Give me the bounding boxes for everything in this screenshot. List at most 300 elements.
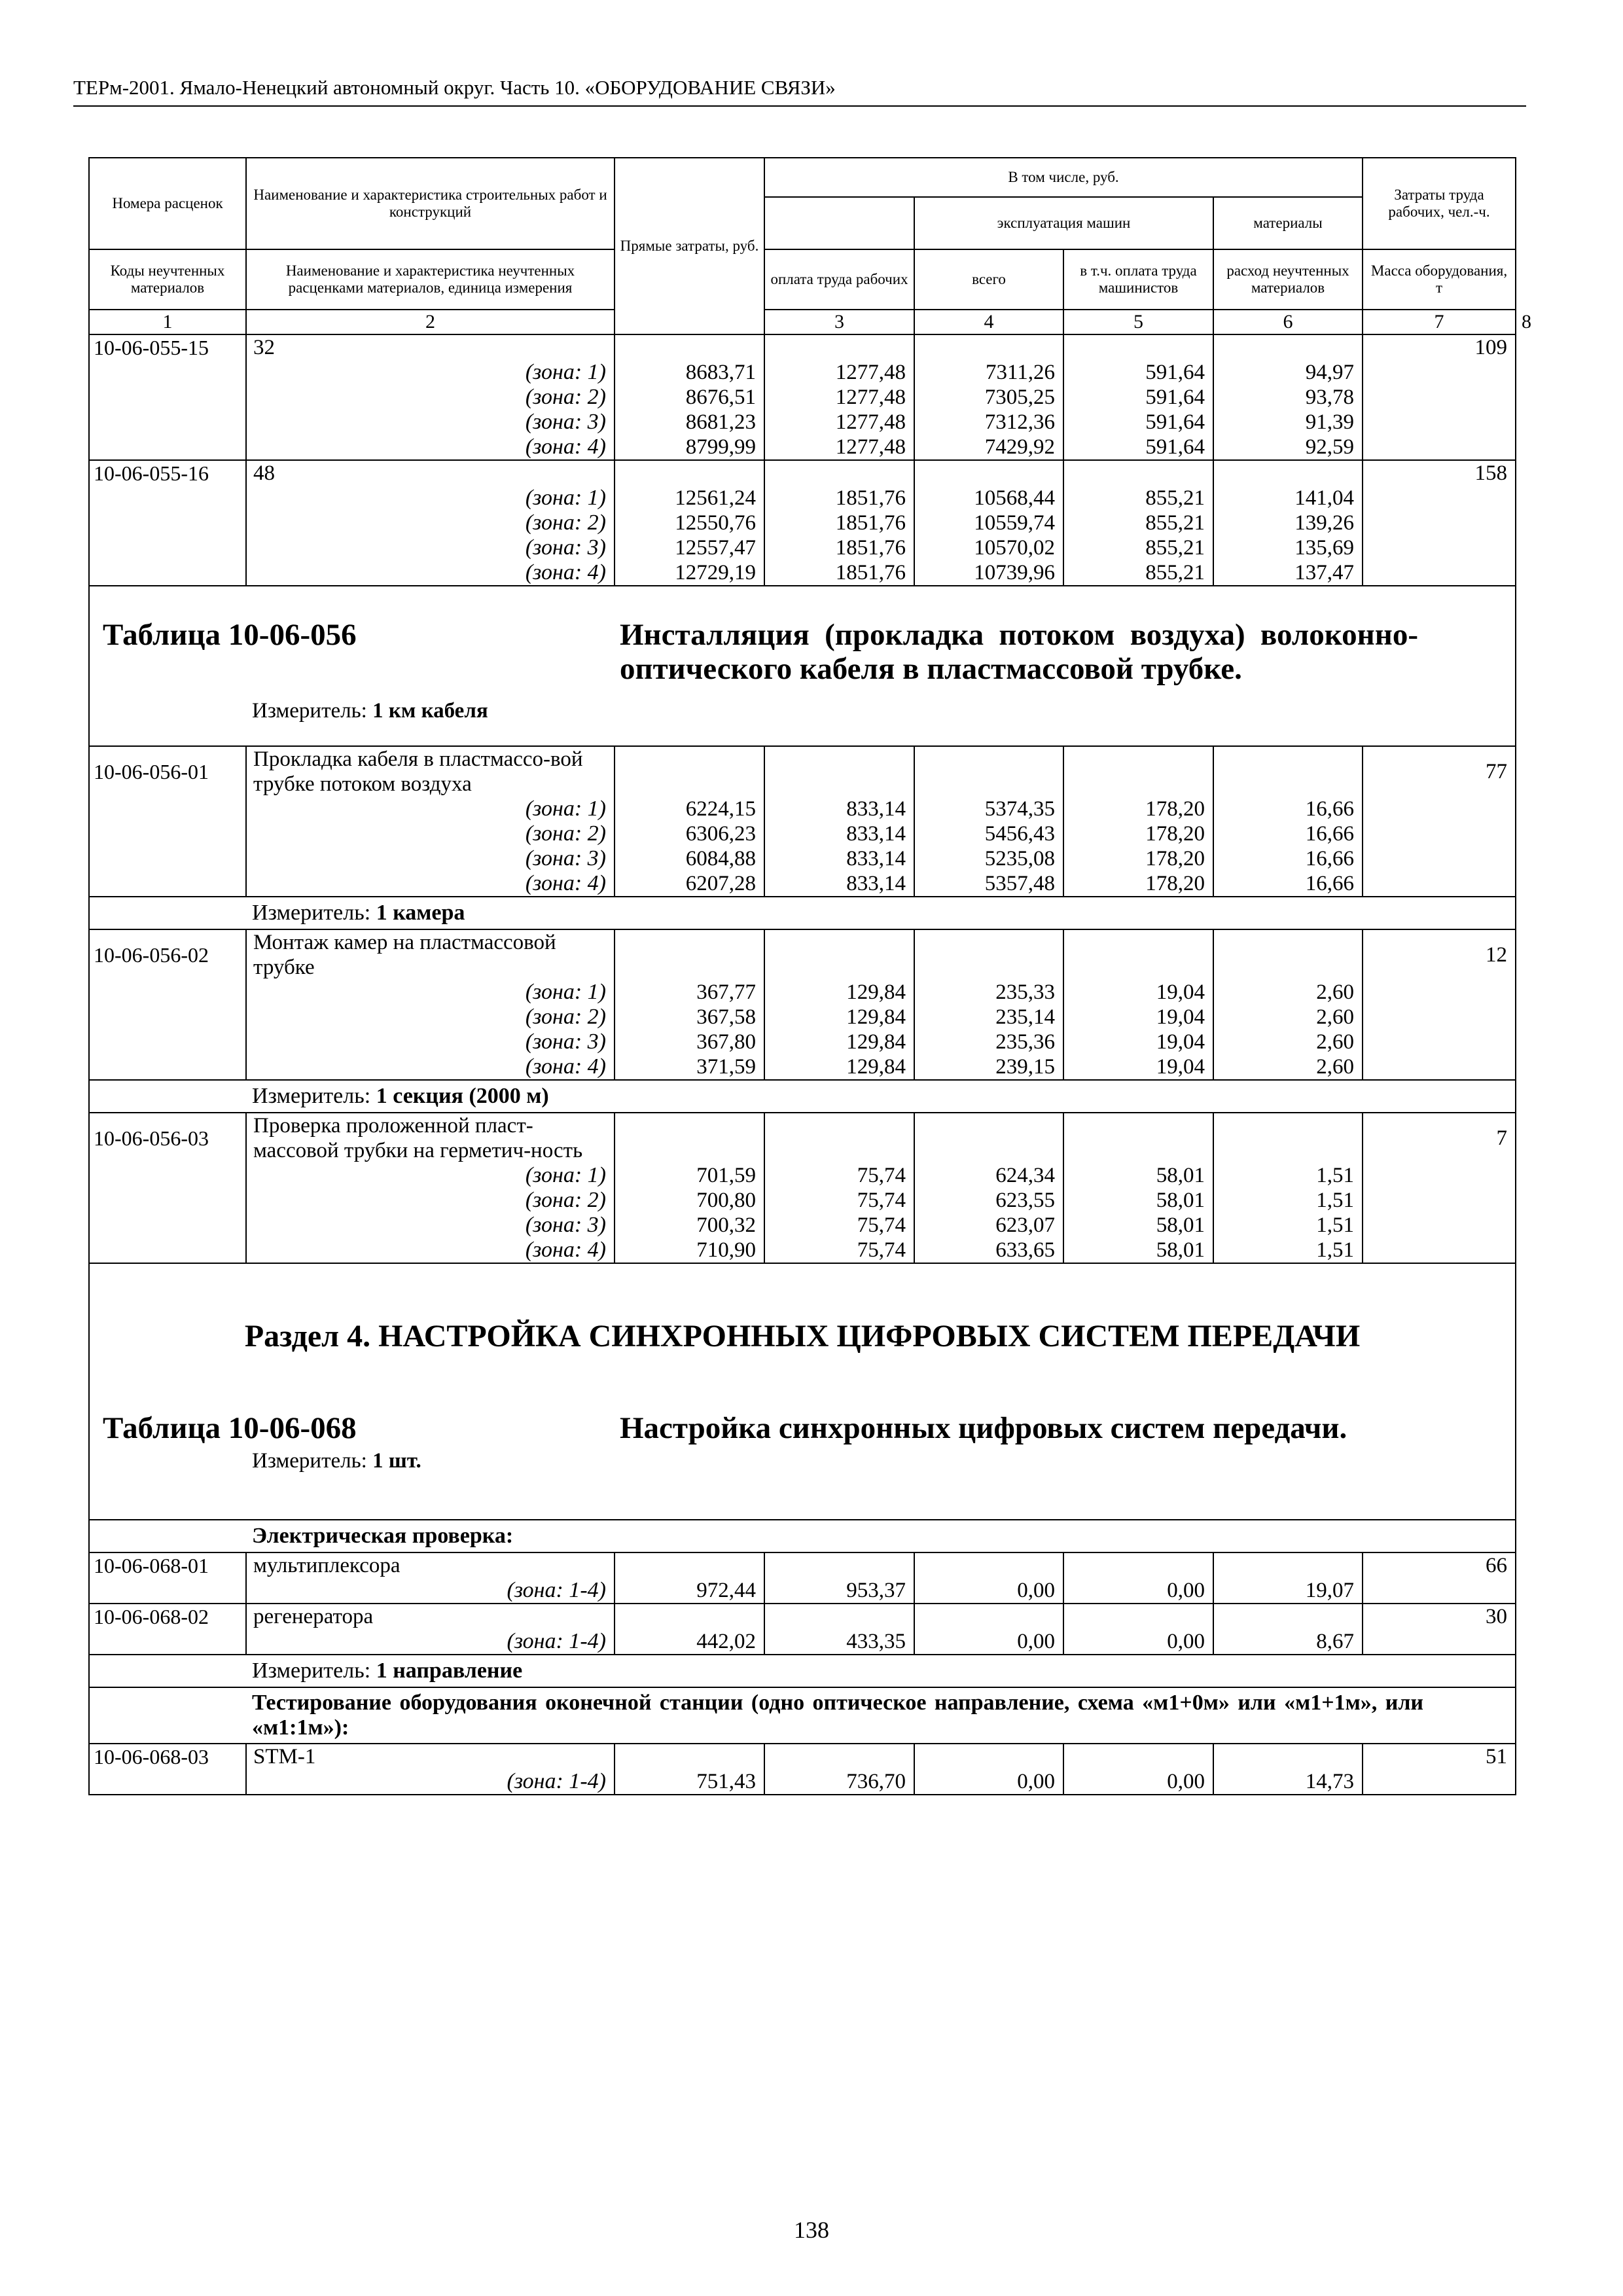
empty-cell — [615, 1744, 764, 1769]
materials: 2,60 — [1213, 1030, 1363, 1054]
machinist-pay: 591,64 — [1063, 385, 1213, 410]
zone-row — [89, 1238, 1516, 1263]
direct-costs: 751,43 — [615, 1769, 764, 1795]
materials: 1,51 — [1213, 1238, 1363, 1263]
rate-name: регенератора — [246, 1604, 615, 1629]
empty-cell — [89, 535, 246, 560]
machinist-pay: 19,04 — [1063, 1005, 1213, 1030]
col-header-materials: материалы — [1213, 197, 1363, 249]
zone-label: (зона: 2) — [246, 385, 615, 410]
direct-costs: 12550,76 — [615, 511, 764, 535]
worker-pay: 129,84 — [764, 1005, 914, 1030]
direct-costs: 972,44 — [615, 1578, 764, 1604]
direct-costs: 442,02 — [615, 1629, 764, 1655]
machinist-pay: 19,04 — [1063, 1054, 1213, 1080]
zone-row — [89, 1163, 1516, 1188]
col-header-machines-total: всего — [914, 249, 1063, 310]
rate-item-header — [89, 460, 1516, 486]
empty-cell — [764, 1744, 914, 1769]
machines-total: 5374,35 — [914, 797, 1063, 821]
empty-cell — [1363, 1578, 1516, 1604]
empty-cell — [1363, 821, 1516, 846]
materials: 16,66 — [1213, 871, 1363, 897]
materials: 2,60 — [1213, 1005, 1363, 1030]
worker-pay: 833,14 — [764, 871, 914, 897]
worker-pay: 1851,76 — [764, 560, 914, 586]
empty-cell — [914, 1552, 1063, 1578]
worker-pay: 75,74 — [764, 1238, 914, 1263]
empty-cell — [1363, 560, 1516, 586]
subheading: Электрическая проверка: — [89, 1520, 1516, 1552]
col-number: 3 — [764, 310, 914, 334]
zone-row — [89, 980, 1516, 1005]
machines-total: 633,65 — [914, 1238, 1063, 1263]
empty-cell — [1363, 486, 1516, 511]
empty-cell — [615, 1604, 764, 1629]
empty-cell — [1213, 929, 1363, 980]
zone-label: (зона: 3) — [246, 846, 615, 871]
header-rule — [73, 105, 1526, 107]
table-number: Таблица 10-06-056 — [103, 618, 357, 652]
materials: 137,47 — [1213, 560, 1363, 586]
empty-cell — [615, 746, 764, 797]
measure-line: Измеритель: 1 секция (2000 м) — [89, 1080, 1516, 1113]
zone-label: (зона: 3) — [246, 1213, 615, 1238]
materials: 19,07 — [1213, 1578, 1363, 1604]
materials: 141,04 — [1213, 486, 1363, 511]
machines-total: 7429,92 — [914, 435, 1063, 460]
worker-pay: 833,14 — [764, 821, 914, 846]
measure-line: Измеритель: 1 камера — [89, 897, 1516, 929]
machinist-pay: 58,01 — [1063, 1163, 1213, 1188]
zone-row — [89, 511, 1516, 535]
machines-total: 623,55 — [914, 1188, 1063, 1213]
zone-row — [89, 821, 1516, 846]
page-number: 138 — [794, 2217, 829, 2243]
machinist-pay: 178,20 — [1063, 846, 1213, 871]
section-4-block — [89, 1263, 1516, 1520]
direct-costs: 367,58 — [615, 1005, 764, 1030]
worker-pay: 1851,76 — [764, 535, 914, 560]
labor-cost: 7 — [1363, 1113, 1516, 1163]
col-number: 7 — [1363, 310, 1516, 334]
table-title: Инсталляция (прокладка потоком воздуха) волоконно-оптического кабеля в пластмассовой трубке. — [620, 618, 1418, 686]
col-header-material-names: Наименование и характеристика неучтенных расценками материалов, единица измерения — [246, 249, 615, 310]
zone-label: (зона: 4) — [246, 871, 615, 897]
col-header-blank — [764, 197, 914, 249]
zone-row — [89, 1769, 1516, 1795]
zone-label: (зона: 4) — [246, 435, 615, 460]
empty-cell — [89, 1629, 246, 1655]
zone-label: (зона: 3) — [246, 1030, 615, 1054]
materials: 92,59 — [1213, 435, 1363, 460]
empty-cell — [615, 1552, 764, 1578]
rate-code: 10-06-056-02 — [89, 929, 246, 980]
worker-pay: 953,37 — [764, 1578, 914, 1604]
rate-name: Прокладка кабеля в пластмассо-вой трубке потоком воздуха — [246, 746, 615, 797]
empty-cell — [764, 929, 914, 980]
materials: 2,60 — [1213, 980, 1363, 1005]
empty-cell — [89, 797, 246, 821]
machinist-pay: 178,20 — [1063, 797, 1213, 821]
machinist-pay: 178,20 — [1063, 871, 1213, 897]
col-header-worker-pay: оплата труда рабочих — [764, 249, 914, 310]
empty-cell — [1363, 385, 1516, 410]
measure-value: 1 км кабеля — [372, 699, 488, 723]
machinist-pay: 855,21 — [1063, 560, 1213, 586]
measure-value: 1 камера — [376, 901, 465, 925]
measure-line: Измеритель: 1 км кабеля — [252, 699, 488, 723]
empty-cell — [1363, 1629, 1516, 1655]
empty-cell — [1363, 1769, 1516, 1795]
zone-label: (зона: 4) — [246, 1238, 615, 1263]
machinist-pay: 0,00 — [1063, 1578, 1213, 1604]
zone-row — [89, 1054, 1516, 1080]
measure-value: 1 секция (2000 м) — [376, 1084, 549, 1108]
col-header-including: В том числе, руб. — [764, 158, 1363, 197]
zone-label: (зона: 3) — [246, 410, 615, 435]
worker-pay: 1277,48 — [764, 410, 914, 435]
empty-cell — [1063, 460, 1213, 486]
zone-label: (зона: 3) — [246, 535, 615, 560]
zone-row — [89, 1578, 1516, 1604]
materials: 16,66 — [1213, 797, 1363, 821]
materials: 135,69 — [1213, 535, 1363, 560]
col-number: 4 — [914, 310, 1063, 334]
empty-cell — [89, 435, 246, 460]
worker-pay: 1277,48 — [764, 360, 914, 385]
section-title: Раздел 4. НАСТРОЙКА СИНХРОННЫХ ЦИФРОВЫХ СИСТЕМ ПЕРЕДАЧИ — [244, 1319, 1361, 1354]
empty-cell — [615, 929, 764, 980]
empty-cell — [914, 1604, 1063, 1629]
col-header-equipment-mass: Масса оборудования, т — [1363, 249, 1516, 310]
empty-cell — [89, 871, 246, 897]
empty-cell — [89, 1188, 246, 1213]
zone-row — [89, 486, 1516, 511]
empty-cell — [615, 1113, 764, 1163]
empty-cell — [89, 511, 246, 535]
machines-total: 235,36 — [914, 1030, 1063, 1054]
zone-label: (зона: 1-4) — [246, 1629, 615, 1655]
col-number: 2 — [246, 310, 615, 334]
worker-pay: 75,74 — [764, 1163, 914, 1188]
empty-cell — [89, 1578, 246, 1604]
worker-pay: 75,74 — [764, 1213, 914, 1238]
empty-cell — [764, 1552, 914, 1578]
empty-cell — [89, 821, 246, 846]
materials: 1,51 — [1213, 1188, 1363, 1213]
col-header-direct-costs: Прямые затраты, руб. — [615, 158, 764, 334]
direct-costs: 6084,88 — [615, 846, 764, 871]
machinist-pay: 0,00 — [1063, 1629, 1213, 1655]
rate-code: 10-06-068-01 — [89, 1552, 246, 1578]
zone-row — [89, 797, 1516, 821]
direct-costs: 8676,51 — [615, 385, 764, 410]
zone-label: (зона: 1) — [246, 797, 615, 821]
rate-name: мультиплексора — [246, 1552, 615, 1578]
machinist-pay: 58,01 — [1063, 1238, 1213, 1263]
worker-pay: 1277,48 — [764, 435, 914, 460]
rate-item-header — [89, 929, 1516, 980]
zone-row — [89, 1188, 1516, 1213]
worker-pay: 129,84 — [764, 1054, 914, 1080]
empty-cell — [89, 1005, 246, 1030]
materials: 1,51 — [1213, 1163, 1363, 1188]
col-number: 1 — [89, 310, 246, 334]
empty-cell — [914, 929, 1063, 980]
empty-cell — [89, 410, 246, 435]
col-header-rate-number: Номера расценок — [89, 158, 246, 249]
rate-item-header — [89, 334, 1516, 360]
rate-code: 10-06-056-01 — [89, 746, 246, 797]
machinist-pay: 19,04 — [1063, 1030, 1213, 1054]
col-header-labor-costs: Затраты труда рабочих, чел.-ч. — [1363, 158, 1516, 249]
empty-cell — [764, 746, 914, 797]
empty-cell — [1363, 435, 1516, 460]
empty-cell — [764, 460, 914, 486]
measure-line: Измеритель: 1 направление — [89, 1655, 1516, 1687]
machinist-pay: 855,21 — [1063, 535, 1213, 560]
col-number: 6 — [1213, 310, 1363, 334]
rate-code: 10-06-068-02 — [89, 1604, 246, 1629]
empty-cell — [89, 1030, 246, 1054]
col-header-material-codes: Коды неучтенных материалов — [89, 249, 246, 310]
zone-row — [89, 1030, 1516, 1054]
machines-total: 7311,26 — [914, 360, 1063, 385]
worker-pay: 1851,76 — [764, 486, 914, 511]
machines-total: 7305,25 — [914, 385, 1063, 410]
rate-code: 10-06-055-15 — [89, 334, 246, 360]
empty-cell — [615, 460, 764, 486]
rate-item-header — [89, 1113, 1516, 1163]
empty-cell — [1063, 1113, 1213, 1163]
measure-line: Измеритель: 1 шт. — [252, 1449, 421, 1473]
machines-total: 624,34 — [914, 1163, 1063, 1188]
direct-costs: 710,90 — [615, 1238, 764, 1263]
zone-label: (зона: 1-4) — [246, 1578, 615, 1604]
empty-cell — [89, 846, 246, 871]
empty-cell — [1213, 1113, 1363, 1163]
zone-label: (зона: 2) — [246, 511, 615, 535]
rate-item-header — [89, 1552, 1516, 1578]
empty-cell — [914, 460, 1063, 486]
zone-row — [89, 410, 1516, 435]
rate-name: 32 — [246, 334, 615, 360]
machinist-pay: 591,64 — [1063, 410, 1213, 435]
empty-cell — [1363, 1005, 1516, 1030]
labor-cost: 158 — [1363, 460, 1516, 486]
empty-cell — [1363, 535, 1516, 560]
empty-cell — [1213, 1744, 1363, 1769]
labor-cost: 77 — [1363, 746, 1516, 797]
empty-cell — [1213, 334, 1363, 360]
worker-pay: 433,35 — [764, 1629, 914, 1655]
machines-total: 0,00 — [914, 1769, 1063, 1795]
rate-name: Монтаж камер на пластмассовой трубке — [246, 929, 615, 980]
direct-costs: 6306,23 — [615, 821, 764, 846]
zone-row — [89, 560, 1516, 586]
direct-costs: 8683,71 — [615, 360, 764, 385]
empty-cell — [615, 334, 764, 360]
materials: 93,78 — [1213, 385, 1363, 410]
empty-cell — [89, 1213, 246, 1238]
labor-cost: 66 — [1363, 1552, 1516, 1578]
empty-cell — [914, 1113, 1063, 1163]
worker-pay: 833,14 — [764, 797, 914, 821]
machines-total: 5456,43 — [914, 821, 1063, 846]
machines-total: 0,00 — [914, 1578, 1063, 1604]
empty-cell — [1063, 334, 1213, 360]
machines-total: 5235,08 — [914, 846, 1063, 871]
materials: 14,73 — [1213, 1769, 1363, 1795]
zone-label: (зона: 2) — [246, 821, 615, 846]
materials: 139,26 — [1213, 511, 1363, 535]
col-header-machinist-pay: в т.ч. оплата труда машинистов — [1063, 249, 1213, 310]
empty-cell — [1063, 746, 1213, 797]
measure-value: 1 направление — [376, 1659, 523, 1683]
empty-cell — [1363, 1163, 1516, 1188]
zone-row — [89, 846, 1516, 871]
empty-cell — [1363, 980, 1516, 1005]
empty-cell — [1213, 460, 1363, 486]
empty-cell — [1363, 1054, 1516, 1080]
materials: 16,66 — [1213, 846, 1363, 871]
machines-total: 235,33 — [914, 980, 1063, 1005]
zone-row — [89, 535, 1516, 560]
machinist-pay: 855,21 — [1063, 511, 1213, 535]
machinist-pay: 19,04 — [1063, 980, 1213, 1005]
rate-item-header — [89, 746, 1516, 797]
empty-cell — [1213, 746, 1363, 797]
rate-item-header — [89, 1744, 1516, 1769]
machines-total: 7312,36 — [914, 410, 1063, 435]
zone-row — [89, 435, 1516, 460]
zone-row — [89, 1213, 1516, 1238]
direct-costs: 6207,28 — [615, 871, 764, 897]
subheading: Тестирование оборудования оконечной станции (одно оптическое направление, схема «м1+0м» или «м1+1м», или «м1:1м»): — [89, 1687, 1516, 1744]
zone-label: (зона: 1) — [246, 486, 615, 511]
empty-cell — [89, 385, 246, 410]
empty-cell — [764, 334, 914, 360]
zone-label: (зона: 1) — [246, 1163, 615, 1188]
empty-cell — [914, 334, 1063, 360]
empty-cell — [764, 1604, 914, 1629]
empty-cell — [1363, 1030, 1516, 1054]
rates-table: Номера расценок Наименование и характеристика строительных работ и конструкций Прямые затраты, руб. В том числе, руб. Затраты труда рабочих, чел.-ч. эксплуатация машин материалы Коды неучтенных материалов Наименование и характеристика неучтенных расценками материалов, единица измерения оплата труда рабочих всего в т.ч. оплата труда машинистов расход неучтенных материалов Масса оборудования, т 1 2 3 4 5 6 7 8 10-06-055-15 32 109 (зона: 1) 8683,71 1277,48 7311,26 591,64 94,97 (зона: 2) 8676,51 1277,48 7305,25 591,64 93,78 (зона: 3) 8681,23 1277,48 7312,36 591,64 91,39 (зона: 4) 8799,99 1277,48 7429,92 591,64 92,59 10-06-055-16 48 158 (зона: 1) 12561,24 1851,76 10568,44 855,21 141,04 (зона: 2) 12550,76 1851,76 10559,74 855,21 139,26 (зона: 3) 12557,47 1851,76 10570,02 855,21 135,69 (зона: 4) 12729,19 1851,76 10739,96 855,21 137,47 Таблица 10-06-056 Инсталляция (прокладка потоком воздуха) волоконно-оптического кабеля в пластмассовой трубке. Измеритель: 1 км кабеля 10-06-056-01 Прокладка кабеля в пластмассо-вой трубке потоком воздуха 77 (зона: 1) 6224,15 833,14 5374,35 178,20 16,66 (зона: 2) 6306,23 833,14 5456,43 178,20 16,66 (зона: 3) 6084,88 833,14 5235,08 178,20 16,66 (зона: 4) 6207,28 833,14 5357,48 178,20 16,66 Измеритель: 1 камера 10-06-056-02 Монтаж камер на пластмассовой трубке 12 (зона: 1) 367,77 129,84 235,33 19,04 2,60 (зона: 2) 367,58 129,84 235,14 19,04 2,60 (зона: 3) 367,80 129,84 235,36 19,04 2,60 (зона: 4) 371,59 129,84 239,15 19,04 2,60 Измеритель: 1 секция (2000 м) 10-06-056-03 Проверка проложенной пласт-массовой трубки на герметич-ность 7 (зона: 1) 701,59 75,74 624,34 58,01 1,51 (зона: 2) 700,80 75,74 623,55 58,01 1,51 (зона: 3) 700,32 75,74 623,07 58,01 1,51 (зона: 4) 710,90 75,74 633,65 58,01 1,51 Раздел 4. НАСТРОЙКА СИНХРОННЫХ ЦИФРОВЫХ СИСТЕМ ПЕРЕДАЧИ Таблица 10-06-068 Настройка синхронных цифровых систем передачи. Измеритель: 1 шт. Электрическая проверка: 10-06-068-01 мультиплексора 66 (зона: 1-4) 972,44 953,37 0,00 0,00 19,07 10-06-068-02 регенератора 30 (зона: 1-4) 442,02 433,35 0,00 0,00 8,67 Измеритель: 1 направление Тестирование оборудования оконечной станции (одно оптическое направление, схема «м1+0м» или «м1+1м», или «м1:1м»): 10-06-068-03 STM-1 51 (зона: 1-4) 751,43 736,70 0,00 0,00 14,73 — [88, 157, 1516, 1795]
rate-item-header — [89, 1604, 1516, 1629]
machinist-pay: 591,64 — [1063, 360, 1213, 385]
empty-cell — [914, 746, 1063, 797]
empty-cell — [1363, 797, 1516, 821]
worker-pay: 75,74 — [764, 1188, 914, 1213]
direct-costs: 367,80 — [615, 1030, 764, 1054]
direct-costs: 371,59 — [615, 1054, 764, 1080]
rate-code: 10-06-068-03 — [89, 1744, 246, 1769]
empty-cell — [1063, 1552, 1213, 1578]
empty-cell — [1363, 871, 1516, 897]
machinist-pay: 0,00 — [1063, 1769, 1213, 1795]
labor-cost: 30 — [1363, 1604, 1516, 1629]
direct-costs: 700,32 — [615, 1213, 764, 1238]
direct-costs: 700,80 — [615, 1188, 764, 1213]
empty-cell — [1363, 1188, 1516, 1213]
machines-total: 235,14 — [914, 1005, 1063, 1030]
direct-costs: 12729,19 — [615, 560, 764, 586]
worker-pay: 736,70 — [764, 1769, 914, 1795]
zone-label: (зона: 1) — [246, 360, 615, 385]
direct-costs: 8799,99 — [615, 435, 764, 460]
empty-cell — [89, 1238, 246, 1263]
table-056-heading — [89, 586, 1516, 746]
zone-row — [89, 1005, 1516, 1030]
direct-costs: 701,59 — [615, 1163, 764, 1188]
table-title: Настройка синхронных цифровых систем передачи. — [620, 1411, 1347, 1445]
empty-cell — [1363, 846, 1516, 871]
empty-cell — [1363, 1213, 1516, 1238]
rate-name: 48 — [246, 460, 615, 486]
materials: 2,60 — [1213, 1054, 1363, 1080]
empty-cell — [1063, 1604, 1213, 1629]
zone-label: (зона: 4) — [246, 1054, 615, 1080]
col-header-machines: эксплуатация машин — [914, 197, 1213, 249]
empty-cell — [89, 1163, 246, 1188]
machines-total: 10570,02 — [914, 535, 1063, 560]
zone-label: (зона: 1) — [246, 980, 615, 1005]
materials: 16,66 — [1213, 821, 1363, 846]
labor-cost: 51 — [1363, 1744, 1516, 1769]
materials: 91,39 — [1213, 410, 1363, 435]
machines-total: 5357,48 — [914, 871, 1063, 897]
zone-label: (зона: 2) — [246, 1188, 615, 1213]
rate-code: 10-06-055-16 — [89, 460, 246, 486]
col-header-work-name: Наименование и характеристика строительных работ и конструкций — [246, 158, 615, 249]
col-header-unaccounted-materials: расход неучтенных материалов — [1213, 249, 1363, 310]
direct-costs: 6224,15 — [615, 797, 764, 821]
worker-pay: 1851,76 — [764, 511, 914, 535]
direct-costs: 367,77 — [615, 980, 764, 1005]
empty-cell — [89, 560, 246, 586]
table-number: Таблица 10-06-068 — [103, 1411, 357, 1445]
materials: 8,67 — [1213, 1629, 1363, 1655]
direct-costs: 8681,23 — [615, 410, 764, 435]
empty-cell — [914, 1744, 1063, 1769]
document-header: ТЕРм-2001. Ямало-Ненецкий автономный округ. Часть 10. «ОБОРУДОВАНИЕ СВЯЗИ» — [73, 76, 836, 99]
measure-value: 1 шт. — [372, 1449, 421, 1473]
zone-row — [89, 1629, 1516, 1655]
machinist-pay: 178,20 — [1063, 821, 1213, 846]
machines-total: 10559,74 — [914, 511, 1063, 535]
machinist-pay: 58,01 — [1063, 1188, 1213, 1213]
direct-costs: 12557,47 — [615, 535, 764, 560]
machines-total: 10739,96 — [914, 560, 1063, 586]
worker-pay: 129,84 — [764, 980, 914, 1005]
zone-label: (зона: 1-4) — [246, 1769, 615, 1795]
zone-row — [89, 385, 1516, 410]
empty-cell — [1363, 511, 1516, 535]
labor-cost: 12 — [1363, 929, 1516, 980]
empty-cell — [1363, 410, 1516, 435]
materials: 94,97 — [1213, 360, 1363, 385]
machinist-pay: 855,21 — [1063, 486, 1213, 511]
worker-pay: 129,84 — [764, 1030, 914, 1054]
machinist-pay: 591,64 — [1063, 435, 1213, 460]
empty-cell — [1363, 360, 1516, 385]
rate-name: Проверка проложенной пласт-массовой трубки на герметич-ность — [246, 1113, 615, 1163]
zone-label: (зона: 2) — [246, 1005, 615, 1030]
empty-cell — [1063, 1744, 1213, 1769]
empty-cell — [1063, 929, 1213, 980]
empty-cell — [89, 980, 246, 1005]
